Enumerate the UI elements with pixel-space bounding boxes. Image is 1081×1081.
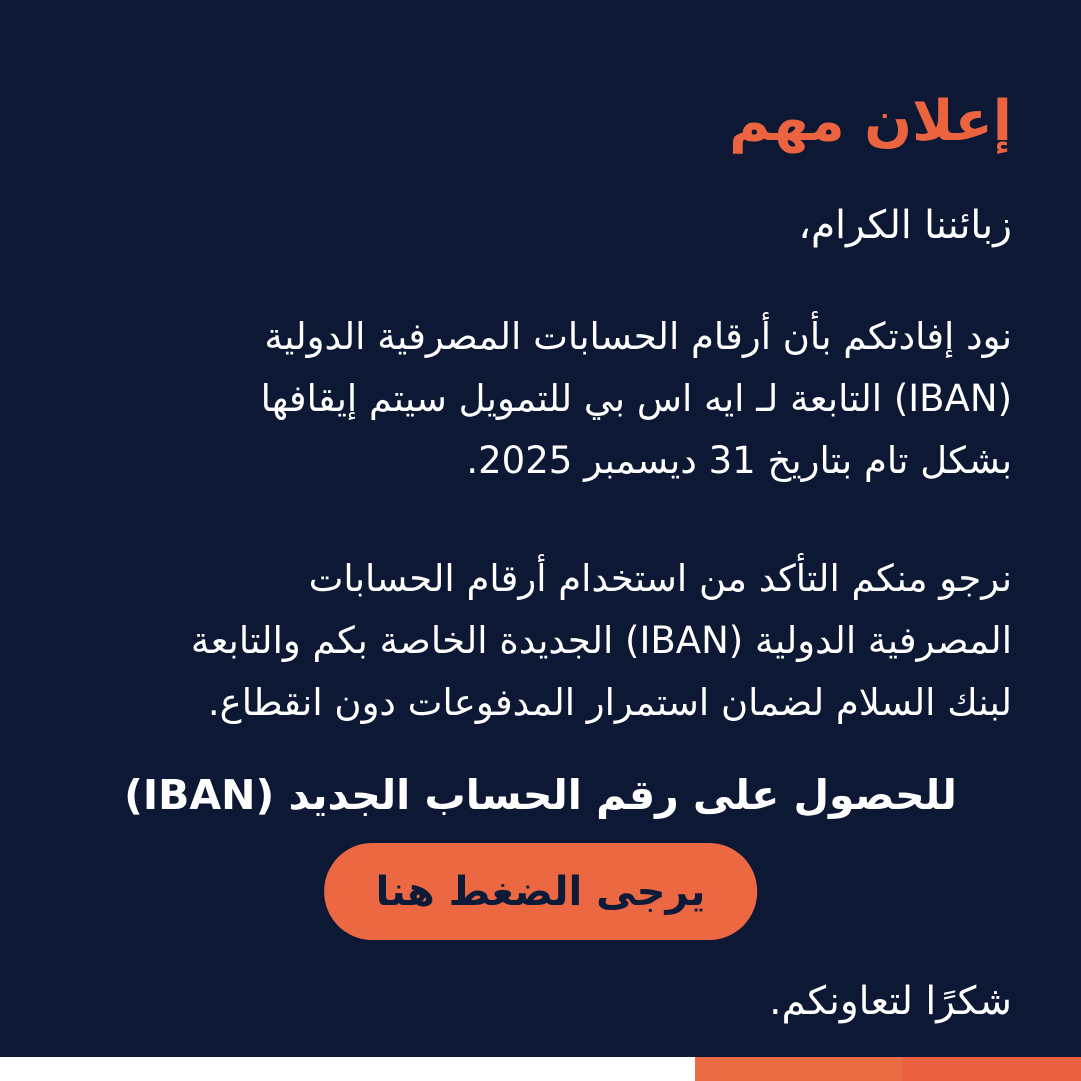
paragraph-line: نرجو منكم التأكد من استخدام أرقام الحسابات — [308, 557, 1012, 600]
footer-white-strip — [0, 1057, 695, 1081]
cta-heading: للحصول على رقم الحساب الجديد (IBAN) — [124, 771, 957, 819]
intro-paragraph — [20, 306, 1012, 492]
closing-text: شكرًا لتعاونكم. — [769, 979, 1012, 1024]
instruction-paragraph — [20, 548, 1012, 734]
cta-button[interactable] — [324, 843, 758, 940]
paragraph-line: المصرفية الدولية (IBAN) الجديدة الخاصة بكم والتابعة — [190, 619, 1012, 662]
paragraph-line: بشكل تام بتاريخ 31 ديسمبر 2025. — [466, 439, 1012, 482]
greeting-text: زبائننا الكرام، — [798, 203, 1012, 248]
paragraph-line: نود إفادتكم بأن أرقام الحسابات المصرفية الدولية — [264, 315, 1012, 358]
page-title: إعلان مهم — [729, 89, 1012, 154]
footer-orange-bar-light — [695, 1057, 903, 1081]
footer-orange-bar-dark — [903, 1057, 1081, 1081]
paragraph-line: (IBAN) التابعة لـ ايه اس بي للتمويل سيتم إيقافها — [260, 377, 1012, 420]
paragraph-line: لبنك السلام لضمان استمرار المدفوعات دون انقطاع. — [207, 681, 1012, 724]
cta-button-label: يرجى الضغط هنا — [375, 868, 706, 915]
